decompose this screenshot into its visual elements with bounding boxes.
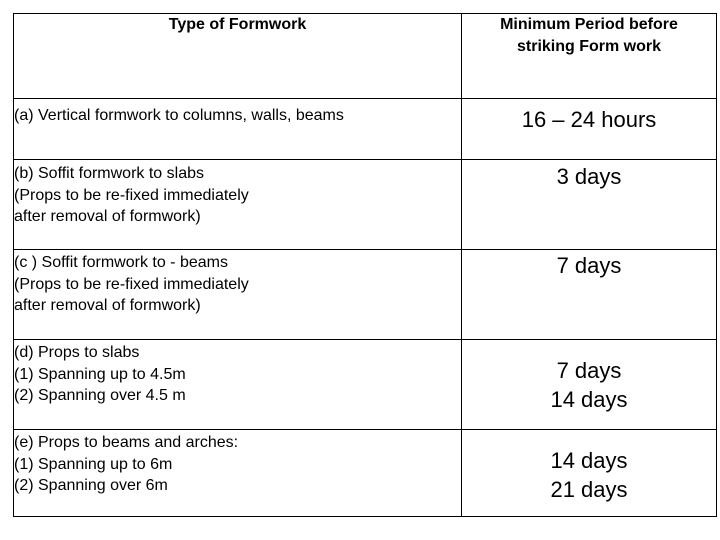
row-b-desc-line-1: (b) Soffit formwork to slabs [14,165,204,182]
table-row [14,250,717,340]
row-d-period [462,340,717,430]
row-e-description [14,430,462,517]
row-e-value-1: 14 days [550,448,628,473]
row-c-period [462,250,717,340]
row-a-period [462,99,717,160]
header-type-of-formwork [14,14,462,99]
header-minimum-period [462,14,717,99]
row-e-period [462,430,717,517]
row-c-desc-line-3: after removal of formwork) [14,297,201,314]
row-d-desc-line-3: (2) Spanning over 4.5 m [14,387,186,404]
row-b-desc-line-2: (Props to be re-fixed immediately [14,186,249,204]
row-d-desc-line-1: (d) Props to slabs [14,344,140,361]
row-d-value-1: 7 days [556,358,622,383]
row-c-value-1: 7 days [556,253,622,278]
row-c-desc-line-1: (c ) Soffit formwork to - beams [14,254,228,271]
formwork-striking-table [13,13,717,517]
table-row [14,340,717,430]
row-a-description [14,99,462,160]
row-c-description [14,250,462,340]
row-e-desc-line-1: (e) Props to beams and arches: [14,434,239,451]
row-e-desc-line-3: (2) Spanning over 6m [14,477,168,494]
row-c-desc-line-2: (Props to be re-fixed immediately [14,275,249,293]
row-b-value-1: 3 days [556,164,622,189]
row-a-value-1: 16 – 24 hours [521,107,657,132]
table-row [14,160,717,250]
table-row [14,430,717,517]
table-header-row [14,14,717,99]
row-b-desc-line-3: after removal of formwork) [14,208,201,225]
header-period-line-1: Minimum Period before [500,16,678,33]
header-period-line-2: striking Form work [516,38,662,55]
row-e-desc-line-2: (1) Spanning up to 6m [14,455,173,473]
row-d-desc-line-2: (1) Spanning up to 4.5m [14,365,186,383]
table-row [14,99,717,160]
row-b-period [462,160,717,250]
row-b-description [14,160,462,250]
header-type-label: Type of Formwork [168,16,307,33]
row-e-value-2: 21 days [550,477,628,502]
row-d-value-2: 14 days [550,387,628,412]
row-d-description [14,340,462,430]
row-a-desc-line-1: (a) Vertical formwork to columns, walls, beams [14,107,344,124]
